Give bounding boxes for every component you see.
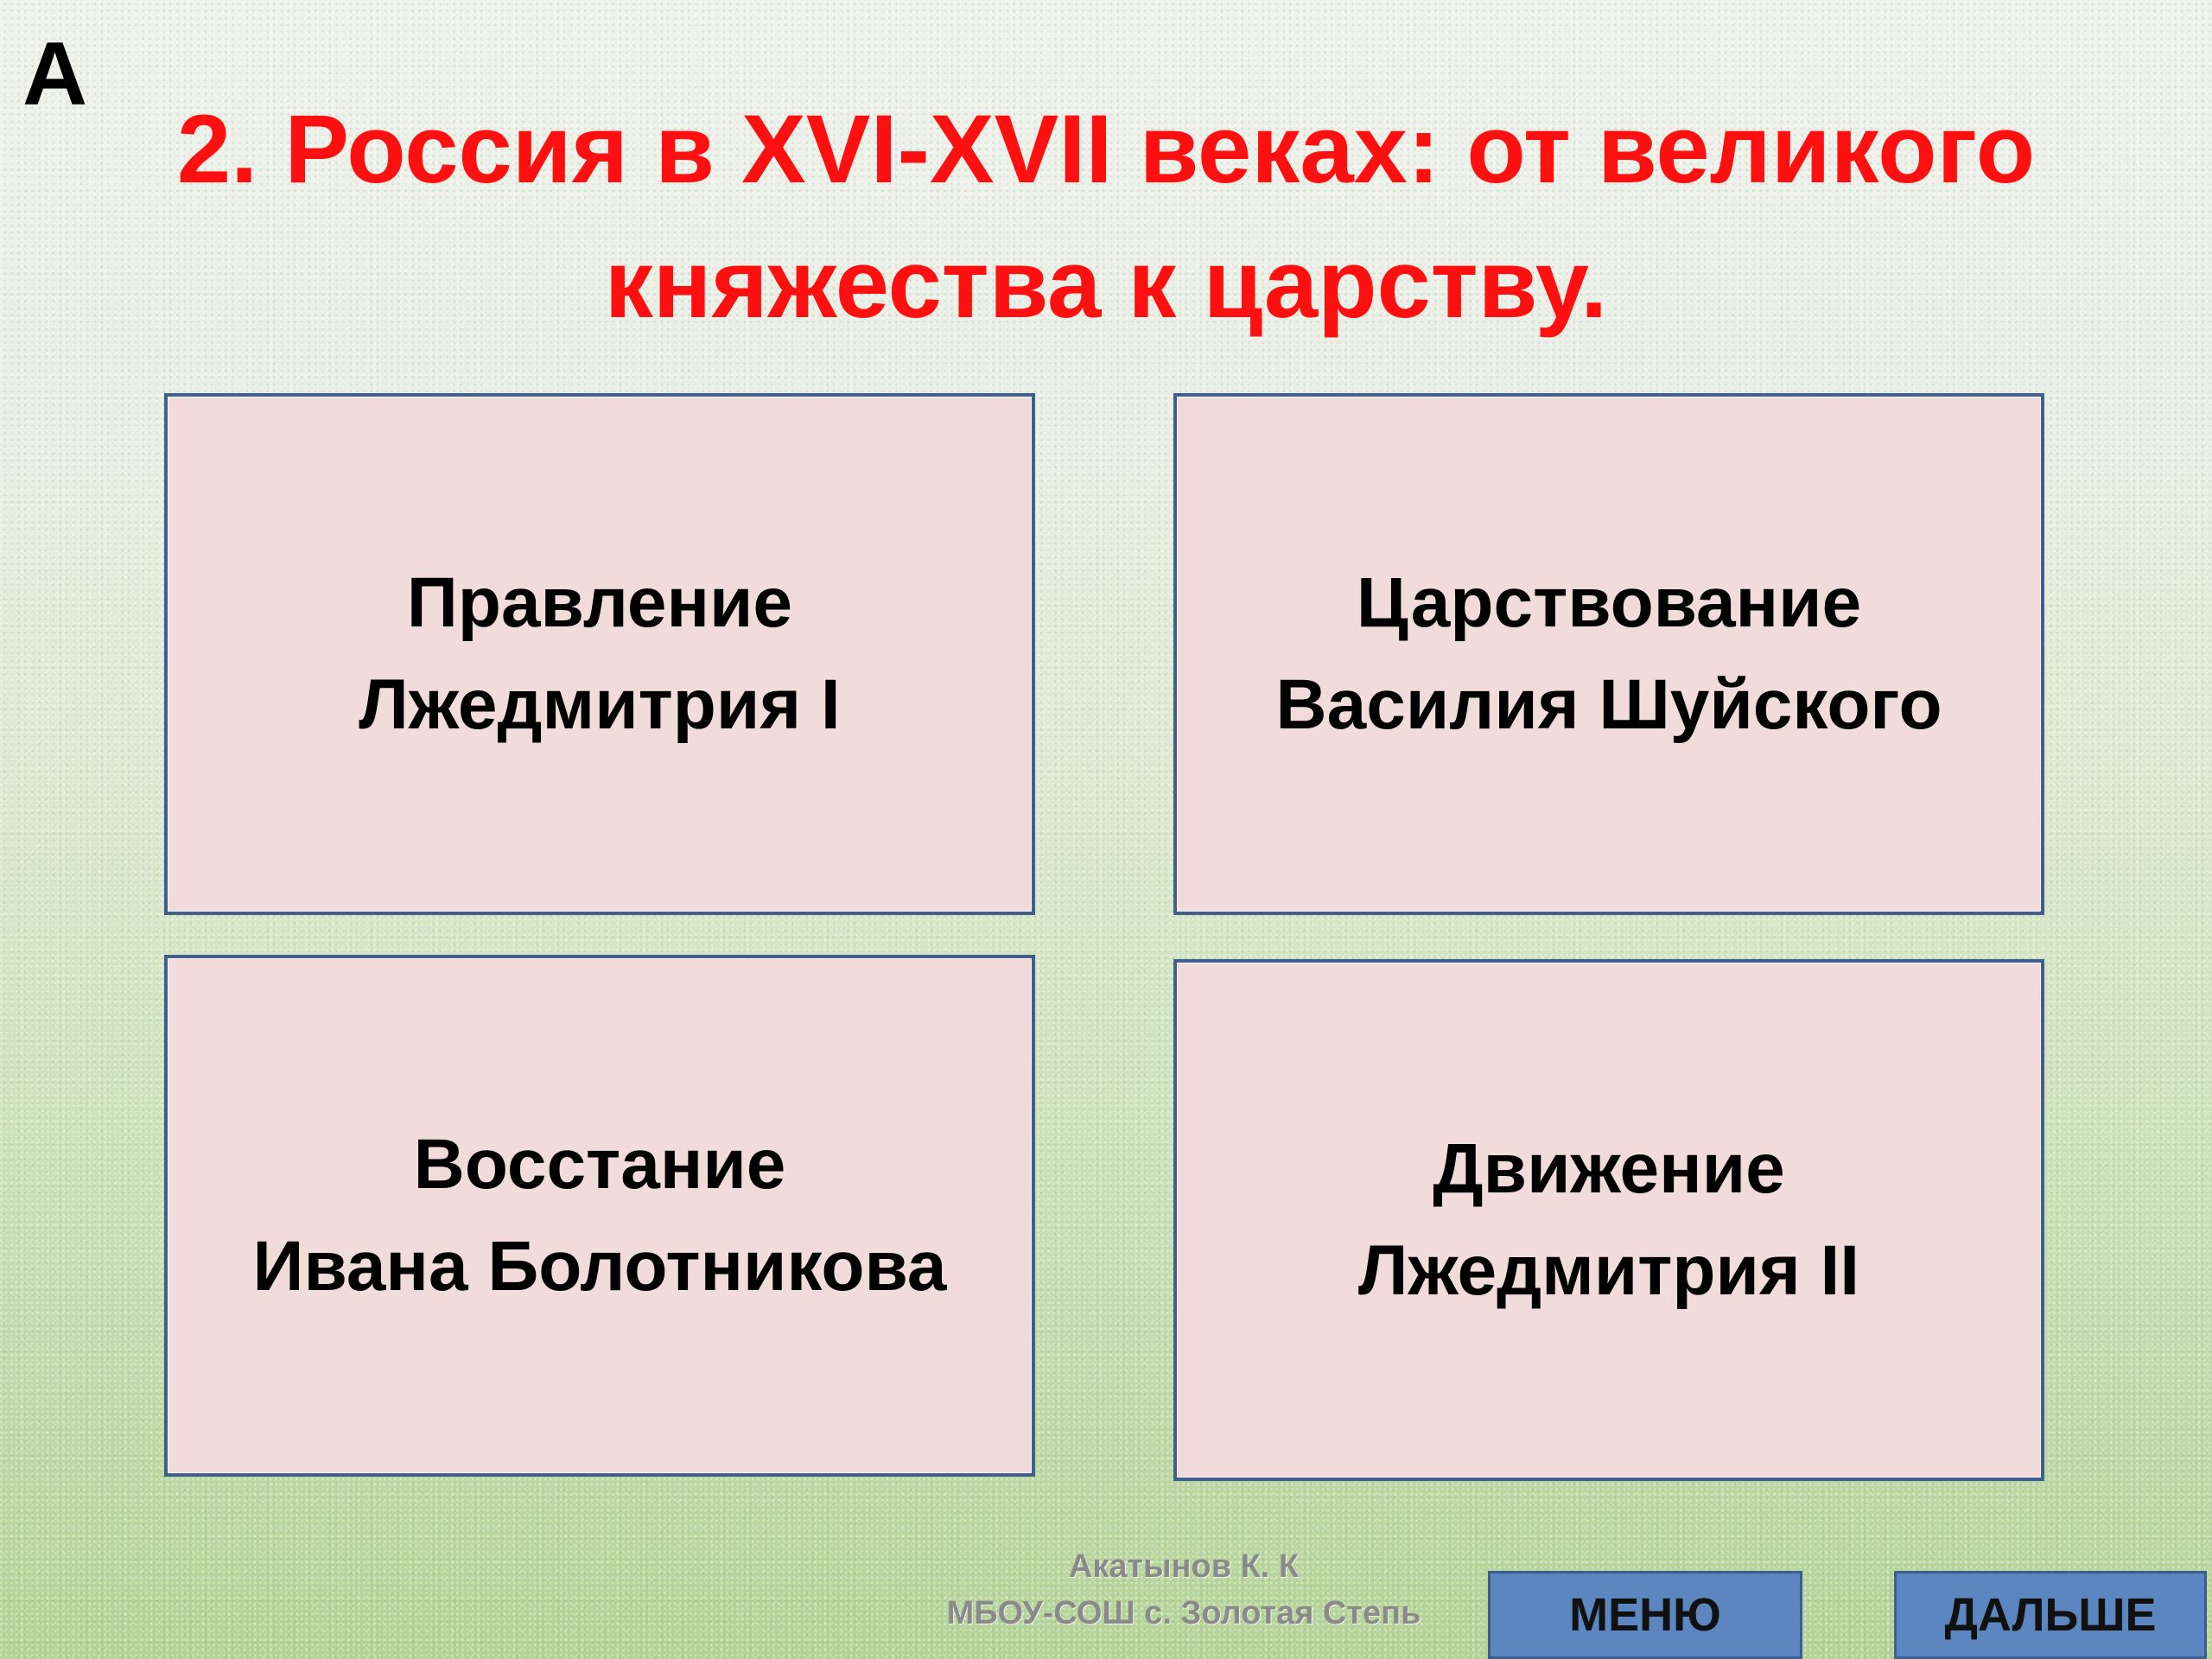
topic-card-label: Правление Лжедмитрия I — [359, 563, 841, 744]
author-name: Акатынов К. К — [1068, 1548, 1300, 1585]
topic-card-vasily-shuisky[interactable] — [1173, 393, 2044, 915]
school-name: МБОУ-СОШ с. Золотая Степь — [946, 1595, 1421, 1631]
slide-title — [138, 82, 2074, 352]
next-button[interactable]: ДАЛЬШЕ — [1894, 1571, 2207, 1659]
topic-card-label: Восстание Ивана Болотникова — [252, 1125, 947, 1306]
slide-title-line-1: 2. Россия в XVI-XVII веках: от великого — [176, 95, 2036, 203]
topic-card-false-dmitry-2[interactable] — [1173, 959, 2044, 1481]
topic-card-bolotnikov-uprising[interactable] — [164, 955, 1035, 1477]
menu-button[interactable]: МЕНЮ — [1488, 1571, 1802, 1659]
topic-card-label: Движение Лжедмитрия II — [1357, 1129, 1860, 1310]
topic-card-label: Царствование Василия Шуйского — [1275, 563, 1942, 744]
topic-card-false-dmitry-1[interactable] — [164, 393, 1035, 915]
corner-letter: А — [22, 24, 88, 124]
slide-title-line-2: княжества к царству. — [604, 230, 1608, 338]
author-credits — [855, 1543, 1512, 1637]
